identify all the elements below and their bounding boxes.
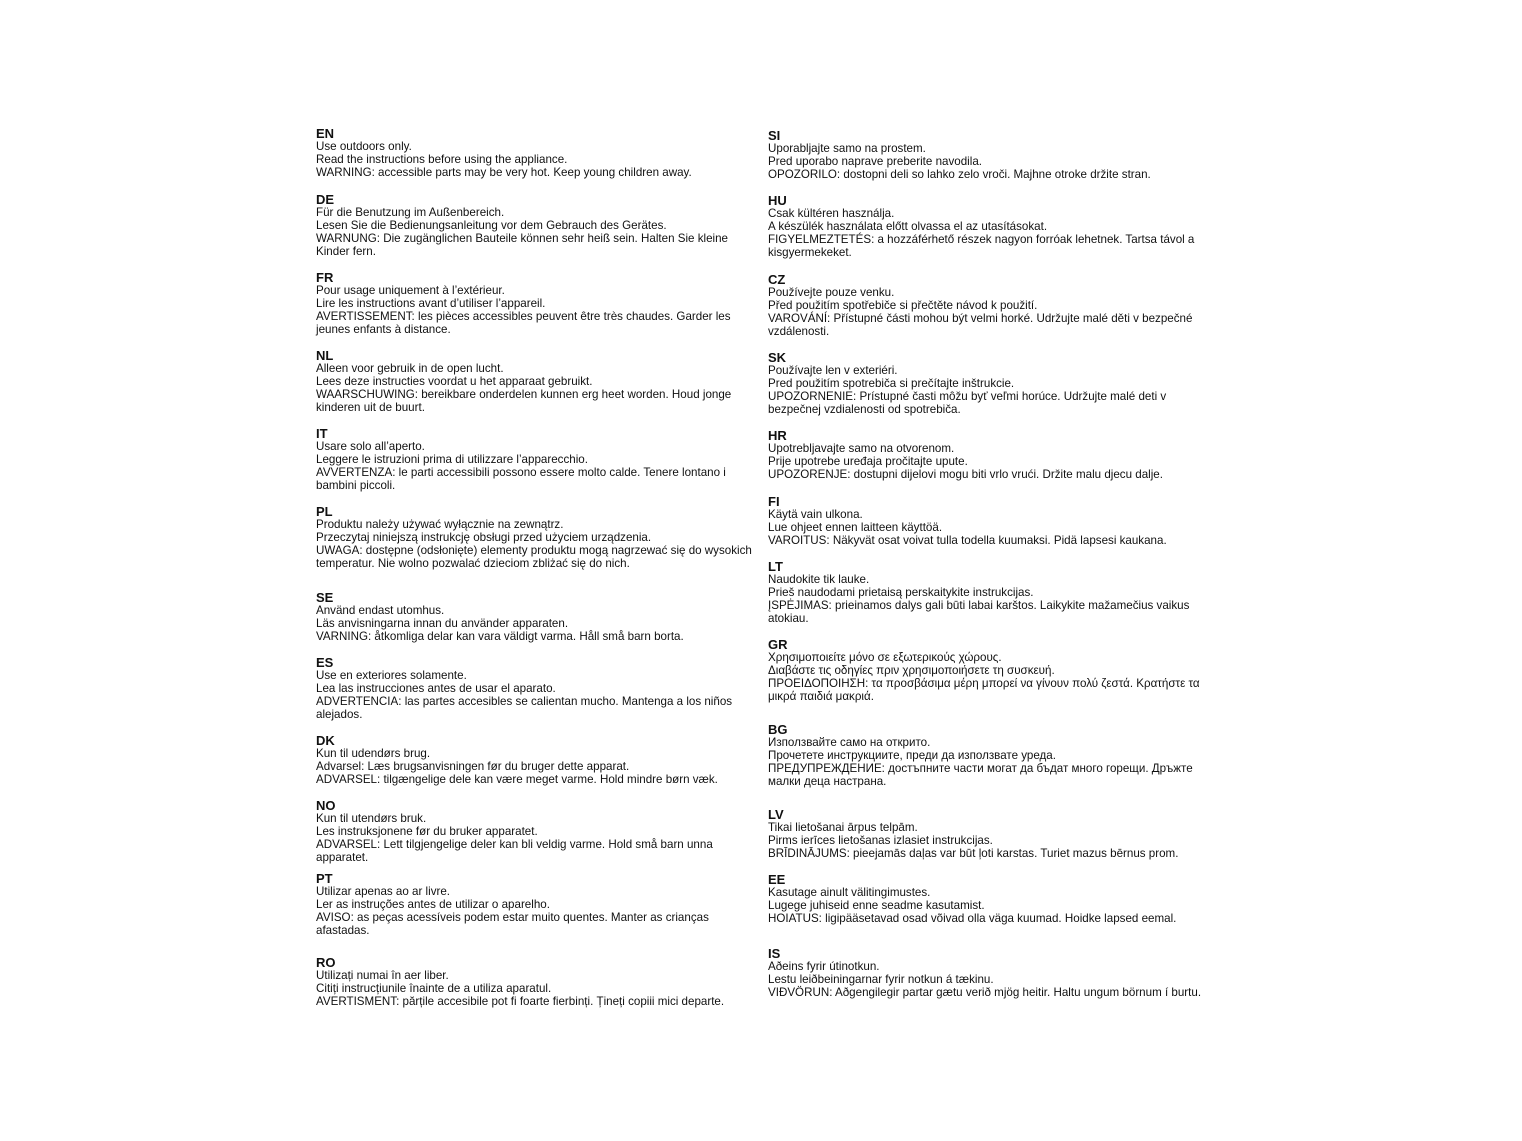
warning-text: VAROVÁNÍ: Přístupné části mohou být velmi horké. Udržujte malé děti v bezpečné vzdálenosti. — [768, 312, 1193, 338]
warning-text: AVISO: as peças acessíveis podem estar muito quentes. Manter as crianças afastadas. — [316, 911, 709, 937]
warning-text: FIGYELMEZTETÉS: a hozzáférhető részek nagyon forróak lehetnek. Tartsa távol a kisgyermekeket. — [768, 233, 1195, 259]
warning-text: ADVARSEL: tilgængelige dele kan være meget varme. Hold mindre børn væk. — [316, 773, 718, 786]
warning-text: ADVARSEL: Lett tilgjengelige deler kan bli veldig varme. Hold små barn unna apparatet. — [316, 838, 713, 864]
instruction-line: Използвайте само на открито. — [768, 736, 931, 749]
language-code: GR — [768, 637, 788, 652]
language-block-dk — [316, 734, 758, 786]
instruction-line: Käytä vain ulkona. — [768, 508, 863, 521]
instruction-line: A készülék használata előtt olvassa el az utasításokat. — [768, 220, 1048, 233]
instruction-line: Pour usage uniquement à l’extérieur. — [316, 284, 505, 297]
instruction-line: Lestu leiðbeiningarnar fyrir notkun á tækinu. — [768, 973, 994, 986]
language-code: ES — [316, 655, 334, 670]
instruction-line: Utilizați numai în aer liber. — [316, 969, 449, 982]
instruction-line: Produktu należy używać wyłącznie na zewnątrz. — [316, 518, 564, 531]
warning-text: WARNING: accessible parts may be very hot. Keep young children away. — [316, 166, 692, 179]
instruction-line: Pred použitím spotrebiča si prečítajte inštrukcie. — [768, 377, 1015, 390]
language-block-hu — [768, 194, 1210, 259]
language-block-sk — [768, 351, 1210, 416]
language-code: DK — [316, 733, 335, 748]
language-block-is — [768, 947, 1210, 999]
warning-text: AVERTISSEMENT: les pièces accessibles peuvent être très chaudes. Garder les jeunes enfants à distance. — [316, 310, 731, 336]
language-block-fi — [768, 495, 1210, 547]
instruction-line: Kun til utendørs bruk. — [316, 812, 427, 825]
instruction-line: Läs anvisningarna innan du använder apparaten. — [316, 617, 569, 630]
instruction-line: Lire les instructions avant d’utiliser l’appareil. — [316, 297, 546, 310]
instruction-line: Χρησιμοποιείτε μόνο σε εξωτερικούς χώρους. — [768, 651, 1002, 664]
warning-text: ΠΡΟΕΙΔΟΠΟΙΗΣΗ: τα προσβάσιμα μέρη μπορεί να γίνουν πολύ ζεστά. Κρατήστε τα μικρά παιδιά μακριά. — [768, 677, 1200, 703]
language-block-si — [768, 129, 1210, 181]
instruction-line: Pred uporabo naprave preberite navodila. — [768, 155, 982, 168]
instruction-line: Kun til udendørs brug. — [316, 747, 431, 760]
instruction-line: Naudokite tik lauke. — [768, 573, 870, 586]
instruction-line: Aðeins fyrir útinotkun. — [768, 960, 880, 973]
language-block-nl — [316, 349, 758, 414]
language-block-lv — [768, 808, 1210, 860]
language-code: NO — [316, 798, 336, 813]
language-code: FR — [316, 270, 334, 285]
instruction-line: Ler as instruções antes de utilizar o aparelho. — [316, 898, 550, 911]
warning-text: ПРЕДУПРЕЖДЕНИЕ: достъпните части могат да бъдат много горещи. Дръжте малки деца настрана. — [768, 762, 1193, 788]
language-block-fr — [316, 271, 758, 336]
instruction-line: Use outdoors only. — [316, 140, 412, 153]
instruction-line: Pirms ierīces lietošanas izlasiet instrukcijas. — [768, 834, 993, 847]
instruction-line: Use en exteriores solamente. — [316, 669, 467, 682]
language-block-hr — [768, 429, 1210, 481]
instruction-line: Prije upotrebe uređaja pročitajte upute. — [768, 455, 968, 468]
language-code: BG — [768, 722, 788, 737]
language-code: LT — [768, 559, 783, 574]
language-block-ee — [768, 873, 1210, 925]
instruction-line: Používejte pouze venku. — [768, 286, 895, 299]
instruction-line: Používajte len v exteriéri. — [768, 364, 898, 377]
warning-text: UWAGA: dostępne (odsłonięte) elementy produktu mogą nagrzewać się do wysokich temperatur. Nie wolno pozwalać dzieciom zbliżać się do nich. — [316, 544, 752, 570]
warning-text: UPOZORENJE: dostupni dijelovi mogu biti vrlo vrući. Držite malu djecu dalje. — [768, 468, 1163, 481]
warning-text: WARNUNG: Die zugänglichen Bauteile können sehr heiß sein. Halten Sie kleine Kinder fern. — [316, 232, 729, 258]
warning-text: HOIATUS: ligipääsetavad osad võivad olla väga kuumad. Hoidke lapsed eemal. — [768, 912, 1177, 925]
instruction-line: Leggere le istruzioni prima di utilizzare l’apparecchio. — [316, 453, 588, 466]
language-code: FI — [768, 494, 780, 509]
instruction-line: Uporabljajte samo na prostem. — [768, 142, 926, 155]
language-block-no — [316, 799, 758, 864]
instruction-line: Utilizar apenas ao ar livre. — [316, 885, 451, 898]
language-code: SI — [768, 128, 781, 143]
warning-text: OPOZORILO: dostopni deli so lahko zelo vroči. Majhne otroke držite stran. — [768, 168, 1151, 181]
language-code: CZ — [768, 272, 786, 287]
language-block-es — [316, 656, 758, 721]
warning-text: ADVERTENCIA: las partes accesibles se calientan mucho. Mantenga a los niños alejados. — [316, 695, 733, 721]
language-block-cz — [768, 273, 1210, 338]
language-code: IT — [316, 426, 328, 441]
instruction-line: Διαβάστε τις οδηγίες πριν χρησιμοποιήσετε τη συσκευή. — [768, 664, 1055, 677]
instruction-line: Lugege juhiseid enne seadme kasutamist. — [768, 899, 985, 912]
language-code: EN — [316, 126, 335, 141]
instruction-line: Před použitím spotřebiče si přečtěte návod k použití. — [768, 299, 1038, 312]
warning-text: BRĪDINĀJUMS: pieejamās daļas var būt ļoti karstas. Turiet mazus bērnus prom. — [768, 847, 1179, 860]
language-block-en — [316, 127, 758, 179]
instruction-line: Tikai lietošanai ārpus telpām. — [768, 821, 918, 834]
instruction-line: Upotrebljavajte samo na otvorenom. — [768, 442, 955, 455]
instruction-line: Für die Benutzung im Außenbereich. — [316, 206, 505, 219]
instruction-line: Les instruksjonene før du bruker apparatet. — [316, 825, 538, 838]
instruction-line: Lue ohjeet ennen laitteen käyttöä. — [768, 521, 943, 534]
warning-text: WAARSCHUWING: bereikbare onderdelen kunnen erg heet worden. Houd jonge kinderen uit de buurt. — [316, 388, 732, 414]
language-block-gr — [768, 638, 1210, 703]
instruction-line: Advarsel: Læs brugsanvisningen før du bruger dette apparat. — [316, 760, 630, 773]
instruction-line: Kasutage ainult välitingimustes. — [768, 886, 931, 899]
warning-text: AVVERTENZA: le parti accessibili possono essere molto calde. Tenere lontano i bambini piccoli. — [316, 466, 726, 492]
language-block-se — [316, 591, 758, 643]
warning-text: UPOZORNENIE: Prístupné časti môžu byť veľmi horúce. Udržujte malé deti v bezpečnej vzdialenosti od spotrebiča. — [768, 390, 1167, 416]
warning-text: VARNING: åtkomliga delar kan vara väldigt varma. Håll små barn borta. — [316, 630, 684, 643]
language-block-lt — [768, 560, 1210, 625]
instruction-line: Lees deze instructies voordat u het apparaat gebruikt. — [316, 375, 593, 388]
instruction-line: Använd endast utomhus. — [316, 604, 445, 617]
instruction-line: Usare solo all’aperto. — [316, 440, 425, 453]
language-code: DE — [316, 192, 335, 207]
language-code: PL — [316, 504, 333, 519]
language-code: IS — [768, 946, 781, 961]
instruction-line: Przeczytaj niniejszą instrukcję obsługi przed użyciem urządzenia. — [316, 531, 652, 544]
instruction-line: Read the instructions before using the appliance. — [316, 153, 568, 166]
language-code: HU — [768, 193, 787, 208]
instruction-line: Прочетете инструкциите, преди да използвате уреда. — [768, 749, 1056, 762]
instruction-line: Lea las instrucciones antes de usar el aparato. — [316, 682, 556, 695]
language-code: SK — [768, 350, 787, 365]
language-code: EE — [768, 872, 786, 887]
language-code: NL — [316, 348, 334, 363]
language-block-bg — [768, 723, 1210, 788]
language-code: PT — [316, 871, 333, 886]
language-code: RO — [316, 955, 336, 970]
instruction-line: Citiți instrucțiunile înainte de a utiliza aparatul. — [316, 982, 552, 995]
warning-text: VIÐVÖRUN: Aðgengilegir partar gætu verið mjög heitir. Haltu ungum börnum í burtu. — [768, 986, 1202, 999]
instruction-line: Prieš naudodami prietaisą perskaitykite instrukcijas. — [768, 586, 1034, 599]
language-block-pt — [316, 872, 758, 937]
warning-text: AVERTISMENT: părțile accesibile pot fi foarte fierbinți. Țineți copiii mici departe. — [316, 995, 725, 1008]
warning-text: VAROITUS: Näkyvät osat voivat tulla todella kuumaksi. Pidä lapsesi kaukana. — [768, 534, 1167, 547]
instruction-line: Alleen voor gebruik in de open lucht. — [316, 362, 504, 375]
language-block-ro — [316, 956, 758, 1008]
instruction-line: Lesen Sie die Bedienungsanleitung vor dem Gebrauch des Gerätes. — [316, 219, 667, 232]
language-block-pl — [316, 505, 758, 570]
instruction-line: Csak kültéren használja. — [768, 207, 895, 220]
language-code: SE — [316, 590, 334, 605]
language-code: HR — [768, 428, 787, 443]
language-block-de — [316, 193, 758, 258]
language-block-it — [316, 427, 758, 492]
warning-text: ĮSPĖJIMAS: prieinamos dalys gali būti labai karštos. Laikykite mažamečius vaikus atokiau. — [768, 599, 1190, 625]
language-code: LV — [768, 807, 784, 822]
